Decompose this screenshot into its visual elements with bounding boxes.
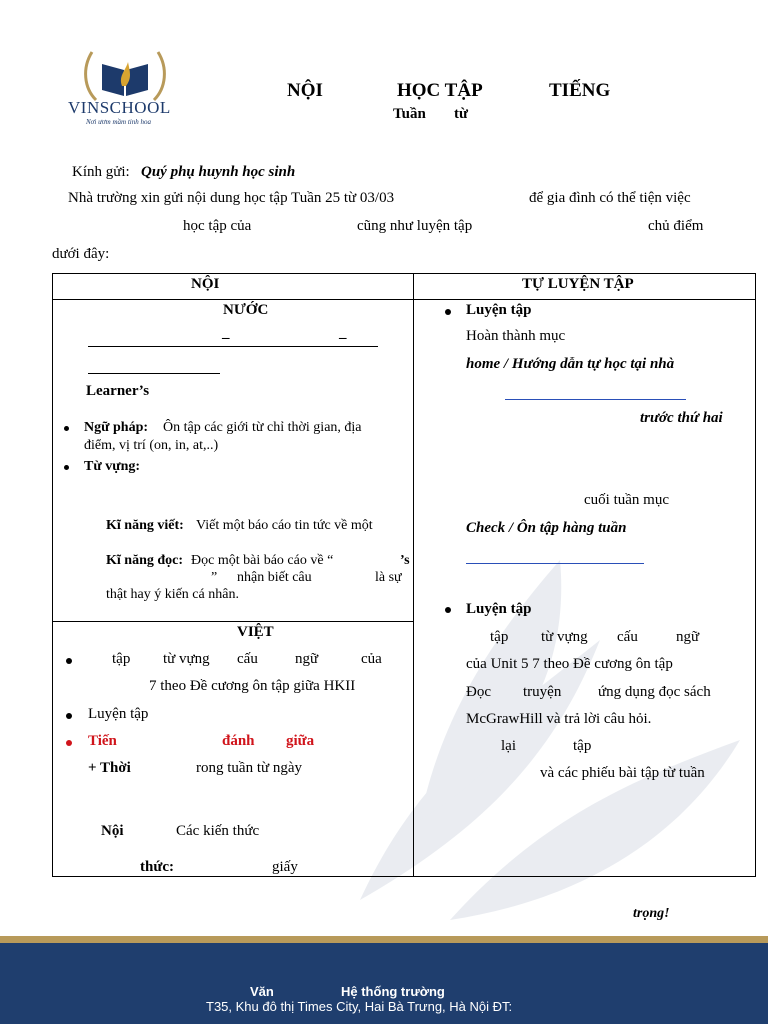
vocab-label: Từ vựng:: [84, 459, 141, 474]
reading-text-1: Đọc một bài báo cáo về “: [191, 553, 334, 568]
intro-line2-a: học tập của: [183, 218, 252, 234]
greeting-label: Kính gửi:: [72, 164, 130, 180]
lb-item1-d: ngữ: [295, 651, 319, 667]
r-p1-line5: Check / Ôn tập hàng tuần: [466, 520, 627, 536]
r-p2-l4: McGrawHill và trả lời câu hỏi.: [466, 711, 652, 727]
lb-item1-e: của: [361, 651, 382, 667]
intro-line3: dưới đây:: [52, 246, 110, 262]
table-left-row-divider: [52, 621, 413, 622]
bullet-lb-1: [66, 658, 72, 664]
link-underline-1: [505, 399, 686, 400]
table-header-col1: NỘI: [191, 276, 220, 292]
logo-brand: VINSCHOOL: [68, 98, 171, 117]
r-p1-line3: trước thứ hai: [640, 410, 723, 426]
grammar-label: Ngữ pháp:: [84, 420, 149, 435]
lb-time-label: + Thời: [88, 760, 131, 776]
bullet-lb-2: [66, 713, 72, 719]
r-p1-line2: home / Hướng dẫn tự học tại nhà: [466, 356, 675, 372]
footer-line2: T35, Khu đô thị Times City, Hai Bà Trưng, Hà Nội ĐT:: [206, 999, 513, 1014]
subtitle-word-2: từ: [454, 106, 468, 122]
r-p2-l3-c: ứng dụng đọc sách: [598, 684, 711, 700]
bullet-vocab: [64, 465, 69, 470]
title-word-2: HỌC TẬP: [397, 80, 483, 101]
lb-item3-a: Tiến: [88, 733, 117, 749]
logo-tagline: Nơi ươm mầm tinh hoa: [86, 118, 151, 126]
r-p2-title: Luyện tập: [466, 601, 532, 617]
left-bottom-heading: VIỆT: [237, 624, 274, 640]
lb-content-label: Nội: [101, 823, 124, 839]
title-word-3: TIẾNG: [549, 80, 611, 101]
grammar-text-1: Ôn tập các giới từ chỉ thời gian, địa: [163, 420, 362, 435]
reading-text-2c: là sự: [375, 570, 402, 585]
r-p2-l2: của Unit 5 7 theo Đề cương ôn tập: [466, 656, 673, 672]
reading-text-2a: ”: [211, 570, 218, 585]
bullet-lb-3: [66, 740, 72, 746]
bullet-r-1: [445, 309, 451, 315]
intro-line1-b: để gia đình có thể tiện việc: [529, 190, 691, 206]
title-word-1: NỘI: [287, 80, 323, 101]
lb-item1-b: từ vựng: [163, 651, 210, 667]
r-p2-l1-c: cấu: [617, 629, 638, 645]
lb-item3-c: giữa: [286, 733, 315, 749]
r-p2-l5-b: tập: [573, 738, 592, 754]
footer-line1-b: Hệ thống trường: [341, 984, 445, 999]
r-p2-l3-b: truyện: [523, 684, 562, 700]
r-p2-l1-b: từ vựng: [541, 629, 588, 645]
r-p2-l3-a: Đọc: [466, 684, 491, 700]
intro-line1-a: Nhà trường xin gửi nội dung học tập Tuần 25 từ 03/03: [68, 190, 395, 206]
underline-1: [88, 346, 378, 347]
r-p2-l6: và các phiếu bài tập từ tuần: [540, 765, 705, 781]
r-p1-title: Luyện tập: [466, 302, 532, 318]
lb-content-text: Các kiến thức: [176, 823, 260, 839]
footer-line1-a: Văn: [250, 984, 274, 999]
dash-2: –: [339, 330, 347, 346]
reading-text-1b: ’s: [400, 553, 410, 568]
lb-item1-c: cấu: [237, 651, 258, 667]
lb-time-text: rong tuần từ ngày: [196, 760, 303, 776]
r-p2-l1-d: ngữ: [676, 629, 700, 645]
lb-item1-line2: 7 theo Đề cương ôn tập giữa HKII: [149, 678, 356, 694]
dash-1: –: [222, 330, 230, 346]
intro-line2-b: cũng như luyện tập: [357, 218, 473, 234]
lb-form-label: thức:: [140, 859, 174, 875]
bullet-r-2: [445, 607, 451, 613]
lb-item2: Luyện tập: [88, 706, 149, 722]
r-p2-l5-a: lại: [501, 738, 516, 754]
link-underline-2: [466, 563, 644, 564]
grammar-text-2: điểm, vị trí (on, in, at,..): [84, 438, 219, 453]
table-header-divider: [52, 299, 756, 300]
reading-text-3: thật hay ý kiến cá nhân.: [106, 587, 239, 602]
reading-text-2b: nhận biết câu: [237, 570, 312, 585]
left-top-heading: NƯỚC: [223, 302, 269, 318]
intro-line2-c: chủ điểm: [648, 218, 704, 234]
underline-2: [88, 373, 220, 374]
writing-text: Viết một báo cáo tin tức về một: [196, 518, 373, 533]
table-header-col2: TỰ LUYỆN TẬP: [522, 276, 634, 292]
lb-item1-a: tập: [112, 651, 131, 667]
learners-label: Learner’s: [86, 383, 150, 399]
reading-label: Kĩ năng đọc:: [106, 553, 184, 568]
footer-gold-bar: [0, 936, 768, 943]
lb-form-text: giấy: [272, 859, 298, 875]
bullet-grammar: [64, 426, 69, 431]
r-p1-line4: cuối tuần mục: [584, 492, 669, 508]
greeting-value: Quý phụ huynh học sinh: [141, 164, 296, 180]
writing-label: Kĩ năng viết:: [106, 518, 184, 533]
r-p2-l1-a: tập: [490, 629, 509, 645]
lb-item3-b: đánh: [222, 733, 255, 749]
table-column-divider: [413, 273, 414, 877]
r-p1-line1: Hoàn thành mục: [466, 328, 566, 344]
closing-text: trọng!: [633, 906, 670, 921]
subtitle-word-1: Tuần: [393, 106, 426, 122]
